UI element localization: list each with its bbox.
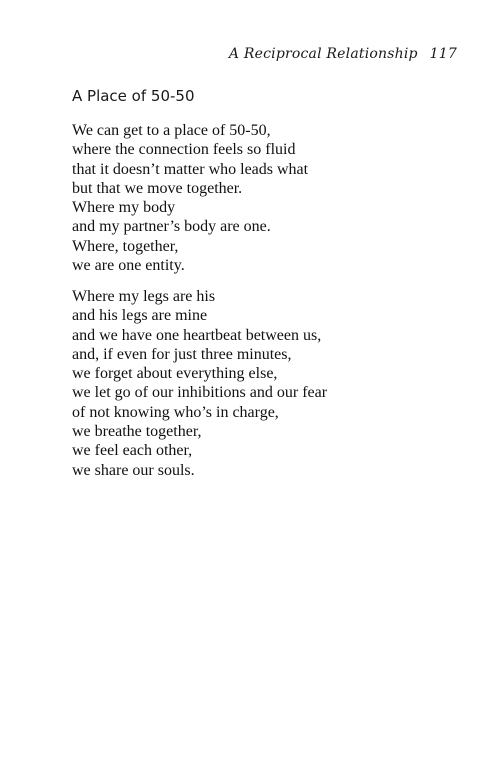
poem-line: Where my body [72, 199, 176, 217]
poem-line: and we have one heartbeat between us, [72, 326, 322, 344]
poem-line: that it doesn’t matter who leads what [72, 160, 309, 178]
poem-line: We can get to a place of 50-50, [72, 122, 271, 139]
running-header [229, 46, 457, 62]
poem-line: Where, together, [72, 237, 179, 255]
poem-line: we let go of our inhibitions and our fear [72, 384, 328, 402]
poem-line: and my partner’s body are one. [72, 218, 271, 236]
poem-line: and, if even for just three minutes, [72, 345, 292, 363]
poem-line: Where my legs are his [72, 288, 216, 305]
poem-line: we breathe together, [72, 423, 202, 441]
poem-title: A Place of 50-50 [72, 87, 195, 105]
page-number: 117 [429, 46, 457, 62]
running-title: A Reciprocal Relationship [228, 46, 418, 62]
stanza-1 [72, 121, 308, 275]
poem-line: of not knowing who’s in charge, [72, 403, 279, 421]
poem-line: we are one entity. [72, 257, 185, 275]
poem-line: we feel each other, [72, 442, 193, 460]
poem-line: and his legs are mine [72, 307, 208, 325]
stanza-2 [72, 287, 327, 480]
poem-line: we forget about everything else, [72, 365, 278, 383]
poem-line: we share our souls. [72, 461, 195, 479]
poem-line: but that we move together. [72, 179, 243, 197]
poem-line: where the connection feels so fluid [72, 141, 296, 159]
